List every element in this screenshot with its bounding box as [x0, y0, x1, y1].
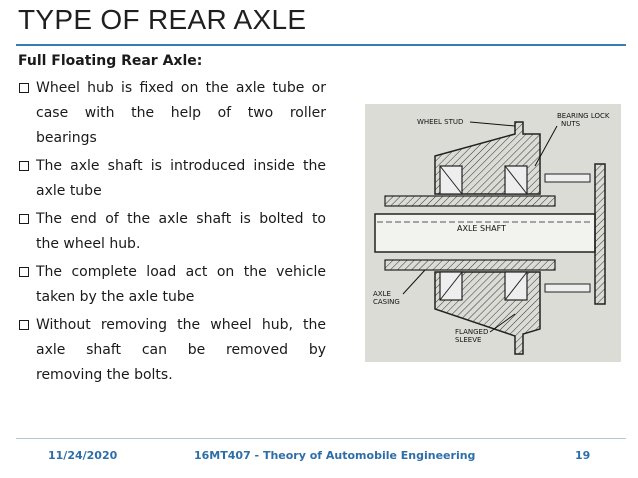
label-bearing-lock-1: BEARING LOCK: [557, 112, 610, 120]
title-underline: [16, 44, 626, 46]
label-axle-shaft: AXLE SHAFT: [457, 224, 506, 233]
bullet-item: [18, 207, 326, 257]
bullet-item: [18, 76, 326, 151]
label-flanged-sleeve-2: SLEEVE: [455, 336, 482, 344]
label-axle-casing-2: CASING: [373, 298, 400, 306]
bullet-item: [18, 154, 326, 204]
checkbox-bullet-icon: [19, 214, 29, 224]
bullet-text: The axle shaft is introduced inside the: [36, 158, 326, 174]
bullet-text-tail: removing the bolts.: [36, 367, 173, 383]
bullet-text: Without removing the wheel hub, the axle shaft can be removed by: [36, 317, 326, 358]
checkbox-bullet-icon: [19, 161, 29, 171]
bullet-item: [18, 260, 326, 310]
checkbox-bullet-icon: [19, 267, 29, 277]
bullet-text-tail: the wheel hub.: [36, 236, 141, 252]
label-bearing-lock-2: NUTS: [561, 120, 581, 128]
bullet-item: [18, 313, 326, 388]
rear-axle-drawing: [365, 104, 621, 362]
rear-axle-diagram: [365, 104, 621, 362]
label-wheel-stud: WHEEL STUD: [417, 118, 464, 126]
footer-page-number: 19: [575, 449, 591, 462]
footer-date: 11/24/2020: [48, 449, 118, 462]
bullet-text: The complete load act on the vehicle: [36, 264, 326, 280]
label-flanged-sleeve-1: FLANGED: [455, 328, 489, 336]
section-subtitle: Full Floating Rear Axle:: [18, 53, 203, 69]
footer-divider: [16, 438, 626, 439]
checkbox-bullet-icon: [19, 83, 29, 93]
footer-course-title: 16MT407 - Theory of Automobile Engineering: [194, 449, 476, 462]
bullet-text-tail: bearings: [36, 130, 97, 146]
bullet-text: Wheel hub is fixed on the axle tube or case with the help of two roller: [36, 80, 326, 121]
bullet-text-tail: axle tube: [36, 183, 102, 199]
checkbox-bullet-icon: [19, 320, 29, 330]
bullet-text: The end of the axle shaft is bolted to: [36, 211, 326, 227]
label-axle-casing-1: AXLE: [373, 290, 391, 298]
bullet-list: [18, 76, 326, 391]
bullet-text-tail: taken by the axle tube: [36, 289, 195, 305]
slide-title: TYPE OF REAR AXLE: [18, 4, 307, 35]
